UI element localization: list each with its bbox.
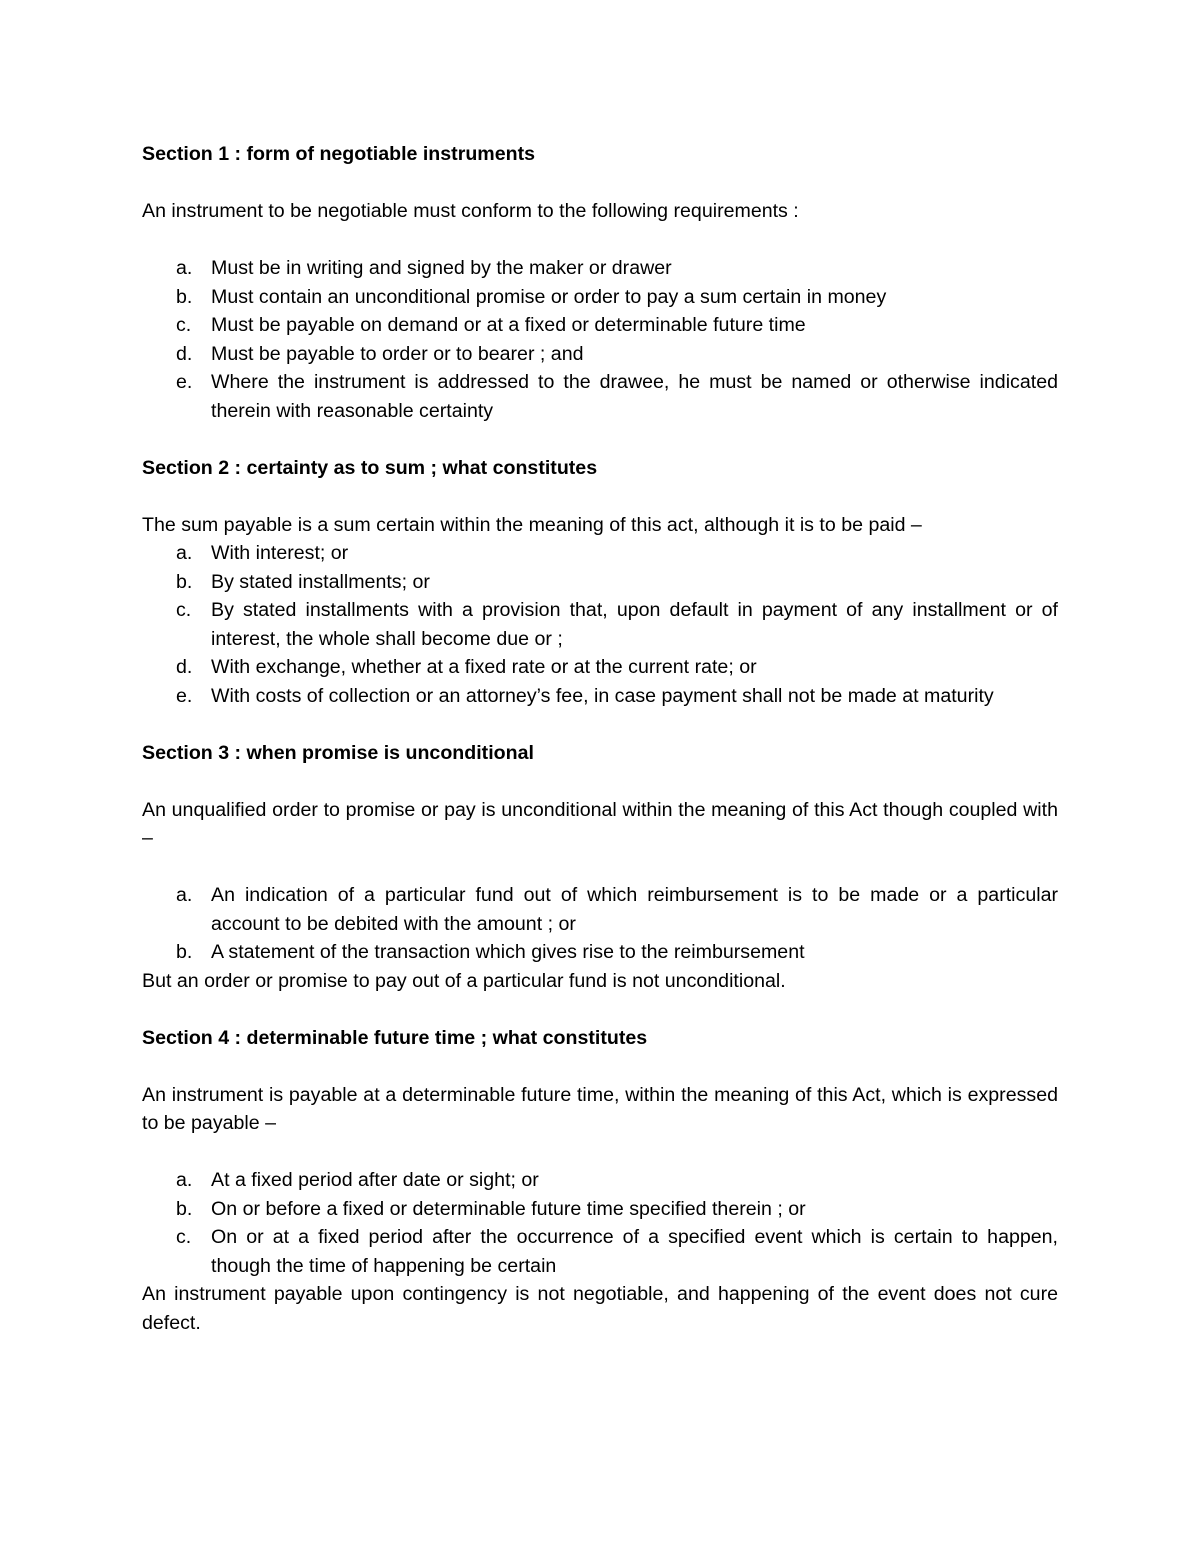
- list-item-text: On or at a fixed period after the occurrence of a specified event which is certain to happen, though the time of happening be certain: [211, 1226, 1058, 1277]
- list-item: [142, 340, 1058, 369]
- future-time-list: [142, 1166, 1058, 1280]
- list-item-text: A statement of the transaction which gives rise to the reimbursement: [211, 941, 805, 963]
- section-3: [142, 739, 1058, 1024]
- list-item-text: Must be in writing and signed by the maker or drawer: [211, 257, 672, 279]
- section-intro: An instrument is payable at a determinable future time, within the meaning of this Act, which is expressed to be payable –: [142, 1083, 1058, 1134]
- section-closing: An instrument payable upon contingency is not negotiable, and happening of the event does not cure defect.: [142, 1283, 1058, 1334]
- list-item-text: On or before a fixed or determinable future time specified therein ; or: [211, 1197, 806, 1220]
- section-heading: Section 1 : form of negotiable instruments: [142, 143, 536, 165]
- sum-conditions-list: [142, 539, 1058, 710]
- list-marker: a.: [176, 1169, 193, 1191]
- section-intro: The sum payable is a sum certain within the meaning of this act, although it is to be paid –: [142, 513, 922, 536]
- list-item: [142, 938, 1058, 967]
- list-item-text: An indication of a particular fund out of which reimbursement is to be made or a particular account to be debited with the amount ; or: [211, 884, 1058, 935]
- list-item: [142, 653, 1058, 682]
- list-item: [142, 682, 1058, 711]
- list-item: [142, 596, 1058, 653]
- list-marker: b.: [176, 1197, 193, 1220]
- list-item: [142, 254, 1058, 283]
- list-item: [142, 1166, 1058, 1195]
- list-marker: e.: [176, 371, 193, 393]
- list-item-text: Must be payable on demand or at a fixed or determinable future time: [211, 314, 806, 336]
- list-marker: c.: [176, 599, 192, 621]
- list-marker: a.: [176, 542, 193, 564]
- list-item: [142, 368, 1058, 425]
- list-item: [142, 311, 1058, 340]
- section-intro: An unqualified order to promise or pay is unconditional within the meaning of this Act though coupled with –: [142, 798, 1058, 849]
- list-item: [142, 1195, 1058, 1224]
- list-item: [142, 881, 1058, 938]
- list-item: [142, 539, 1058, 568]
- list-item: [142, 1223, 1058, 1280]
- list-item-text: Must contain an unconditional promise or order to pay a sum certain in money: [211, 285, 887, 308]
- list-item-text: By stated installments with a provision that, upon default in payment of any installment or of interest, the whole shall become due or ;: [211, 599, 1058, 650]
- section-1: [142, 140, 1058, 454]
- section-intro: An instrument to be negotiable must conform to the following requirements :: [142, 200, 799, 222]
- section-closing: But an order or promise to pay out of a particular fund is not unconditional.: [142, 969, 786, 992]
- list-marker: b.: [176, 941, 193, 963]
- section-4: [142, 1024, 1058, 1338]
- document-page: [142, 140, 1058, 1337]
- list-item-text: With exchange, whether at a fixed rate or at the current rate; or: [211, 656, 757, 678]
- list-marker: c.: [176, 1226, 192, 1248]
- list-item-text: Must be payable to order or to bearer ; and: [211, 342, 584, 365]
- section-heading: Section 3 : when promise is unconditional: [142, 741, 534, 764]
- unconditional-list: [142, 881, 1058, 967]
- list-item-text: Where the instrument is addressed to the drawee, he must be named or otherwise indicated therein with reasonable certainty: [211, 371, 1058, 422]
- list-item: [142, 568, 1058, 597]
- list-marker: c.: [176, 314, 192, 336]
- list-marker: b.: [176, 285, 193, 308]
- list-marker: e.: [176, 684, 193, 707]
- list-marker: b.: [176, 570, 193, 593]
- list-marker: a.: [176, 257, 193, 279]
- list-item-text: With interest; or: [211, 542, 349, 564]
- section-heading: Section 4 : determinable future time ; what constitutes: [142, 1026, 648, 1049]
- section-2: [142, 454, 1058, 739]
- list-item-text: At a fixed period after date or sight; or: [211, 1169, 539, 1191]
- list-marker: a.: [176, 884, 193, 906]
- list-item: [142, 283, 1058, 312]
- list-marker: d.: [176, 342, 193, 365]
- list-item-text: By stated installments; or: [211, 570, 430, 593]
- list-item-text: With costs of collection or an attorney’s fee, in case payment shall not be made at maturity: [211, 684, 994, 707]
- requirements-list: [142, 254, 1058, 425]
- section-heading: Section 2 : certainty as to sum ; what constitutes: [142, 456, 598, 479]
- list-marker: d.: [176, 656, 193, 678]
